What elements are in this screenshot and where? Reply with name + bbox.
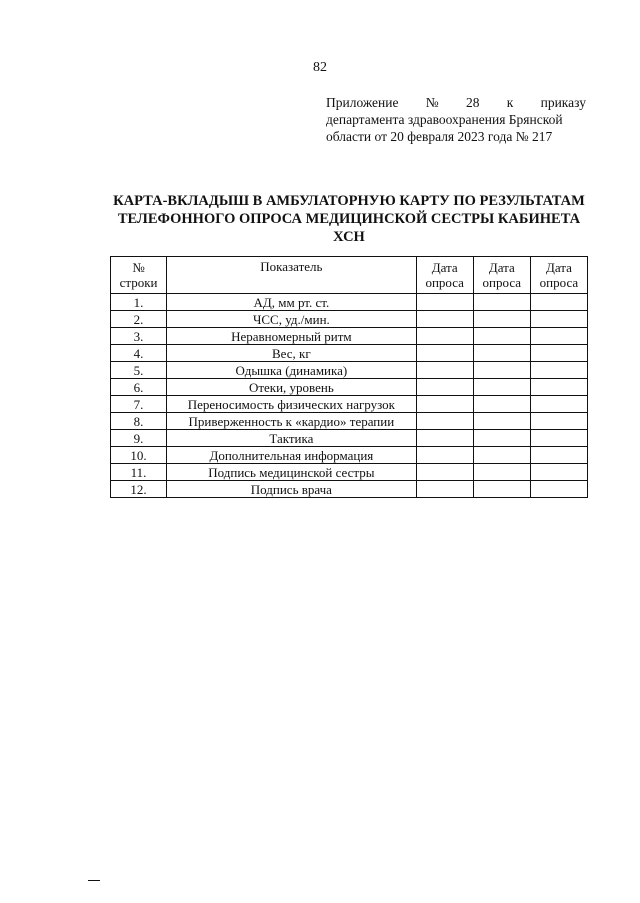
appendix-line-3: области от 20 февраля 2023 года № 217 xyxy=(326,129,553,144)
row-number: 8. xyxy=(111,413,167,430)
survey-date-cell-1[interactable] xyxy=(416,379,473,396)
page-mark xyxy=(88,880,100,881)
row-parameter: Отеки, уровень xyxy=(167,379,417,396)
row-number: 6. xyxy=(111,379,167,396)
appendix-word: к xyxy=(506,95,514,110)
table-row xyxy=(111,294,588,311)
row-number: 12. xyxy=(111,481,167,498)
survey-date-cell-2[interactable] xyxy=(473,464,530,481)
appendix-word: 28 xyxy=(465,95,480,110)
page-number: 82 xyxy=(313,60,327,75)
table-header-row xyxy=(111,257,588,294)
header-date-line1: Дата xyxy=(431,260,458,275)
survey-table xyxy=(110,256,588,498)
header-survey-date-2 xyxy=(473,257,530,294)
header-date-line1: Дата xyxy=(545,260,572,275)
row-number: 2. xyxy=(111,311,167,328)
table-row xyxy=(111,464,588,481)
table-row xyxy=(111,362,588,379)
row-number: 4. xyxy=(111,345,167,362)
survey-date-cell-2[interactable] xyxy=(473,379,530,396)
table-row xyxy=(111,396,588,413)
row-parameter: Переносимость физических нагрузок xyxy=(167,396,417,413)
survey-date-cell-1[interactable] xyxy=(416,396,473,413)
survey-date-cell-1[interactable] xyxy=(416,430,473,447)
row-number: 7. xyxy=(111,396,167,413)
survey-date-cell-3[interactable] xyxy=(530,294,587,311)
survey-date-cell-2[interactable] xyxy=(473,447,530,464)
row-parameter: Тактика xyxy=(167,430,417,447)
row-number: 10. xyxy=(111,447,167,464)
row-parameter: Дополнительная информация xyxy=(167,447,417,464)
header-parameter: Показатель xyxy=(167,257,417,294)
survey-date-cell-2[interactable] xyxy=(473,413,530,430)
row-number: 1. xyxy=(111,294,167,311)
header-row-number xyxy=(111,257,167,294)
survey-date-cell-2[interactable] xyxy=(473,345,530,362)
header-date-line2: опроса xyxy=(539,275,579,290)
survey-date-cell-1[interactable] xyxy=(416,481,473,498)
survey-date-cell-3[interactable] xyxy=(530,345,587,362)
header-date-line1: Дата xyxy=(488,260,515,275)
survey-date-cell-1[interactable] xyxy=(416,345,473,362)
header-survey-date-1 xyxy=(416,257,473,294)
appendix-word: приказу xyxy=(540,95,586,110)
table-row xyxy=(111,345,588,362)
row-number: 11. xyxy=(111,464,167,481)
table-row xyxy=(111,379,588,396)
row-number: 5. xyxy=(111,362,167,379)
row-number: 3. xyxy=(111,328,167,345)
survey-date-cell-2[interactable] xyxy=(473,396,530,413)
survey-date-cell-1[interactable] xyxy=(416,447,473,464)
row-parameter: Подпись врача xyxy=(167,481,417,498)
survey-date-cell-3[interactable] xyxy=(530,481,587,498)
survey-date-cell-2[interactable] xyxy=(473,481,530,498)
table-row xyxy=(111,328,588,345)
row-parameter: Подпись медицинской сестры xyxy=(167,464,417,481)
survey-date-cell-1[interactable] xyxy=(416,294,473,311)
survey-date-cell-1[interactable] xyxy=(416,464,473,481)
row-parameter: Неравномерный ритм xyxy=(167,328,417,345)
table-row xyxy=(111,481,588,498)
survey-date-cell-1[interactable] xyxy=(416,328,473,345)
row-parameter: ЧСС, уд./мин. xyxy=(167,311,417,328)
survey-date-cell-3[interactable] xyxy=(530,311,587,328)
appendix-word: № xyxy=(425,95,439,110)
survey-date-cell-3[interactable] xyxy=(530,396,587,413)
survey-date-cell-1[interactable] xyxy=(416,362,473,379)
table-row xyxy=(111,311,588,328)
header-date-line2: опроса xyxy=(482,275,522,290)
survey-date-cell-1[interactable] xyxy=(416,413,473,430)
header-num-line1: № xyxy=(132,260,145,275)
row-parameter: Приверженность к «кардио» терапии xyxy=(167,413,417,430)
survey-date-cell-3[interactable] xyxy=(530,447,587,464)
survey-date-cell-2[interactable] xyxy=(473,362,530,379)
survey-date-cell-2[interactable] xyxy=(473,294,530,311)
survey-date-cell-3[interactable] xyxy=(530,379,587,396)
survey-date-cell-3[interactable] xyxy=(530,413,587,430)
header-survey-date-3 xyxy=(530,257,587,294)
row-parameter: АД, мм рт. ст. xyxy=(167,294,417,311)
appendix-line-2: департамента здравоохранения Брянской xyxy=(326,112,563,127)
table-row xyxy=(111,430,588,447)
table-body xyxy=(111,294,588,498)
survey-date-cell-2[interactable] xyxy=(473,328,530,345)
header-date-line2: опроса xyxy=(425,275,464,290)
appendix-line-1 xyxy=(326,94,586,111)
appendix-reference xyxy=(326,94,586,145)
row-parameter: Одышка (динамика) xyxy=(167,362,417,379)
survey-date-cell-2[interactable] xyxy=(473,311,530,328)
appendix-word: Приложение xyxy=(326,95,399,110)
survey-date-cell-2[interactable] xyxy=(473,430,530,447)
survey-date-cell-3[interactable] xyxy=(530,328,587,345)
survey-date-cell-3[interactable] xyxy=(530,362,587,379)
header-num-line2: строки xyxy=(119,275,158,290)
row-parameter: Вес, кг xyxy=(167,345,417,362)
survey-date-cell-3[interactable] xyxy=(530,430,587,447)
survey-date-cell-3[interactable] xyxy=(530,464,587,481)
survey-date-cell-1[interactable] xyxy=(416,311,473,328)
row-number: 9. xyxy=(111,430,167,447)
table-row xyxy=(111,447,588,464)
document-title: КАРТА-ВКЛАДЫШ В АМБУЛАТОРНУЮ КАРТУ ПО РЕЗУЛЬТАТАМ ТЕЛЕФОННОГО ОПРОСА МЕДИЦИНСКОЙ СЕСТРЫ КАБИНЕТА ХСН xyxy=(113,193,585,245)
table-row xyxy=(111,413,588,430)
